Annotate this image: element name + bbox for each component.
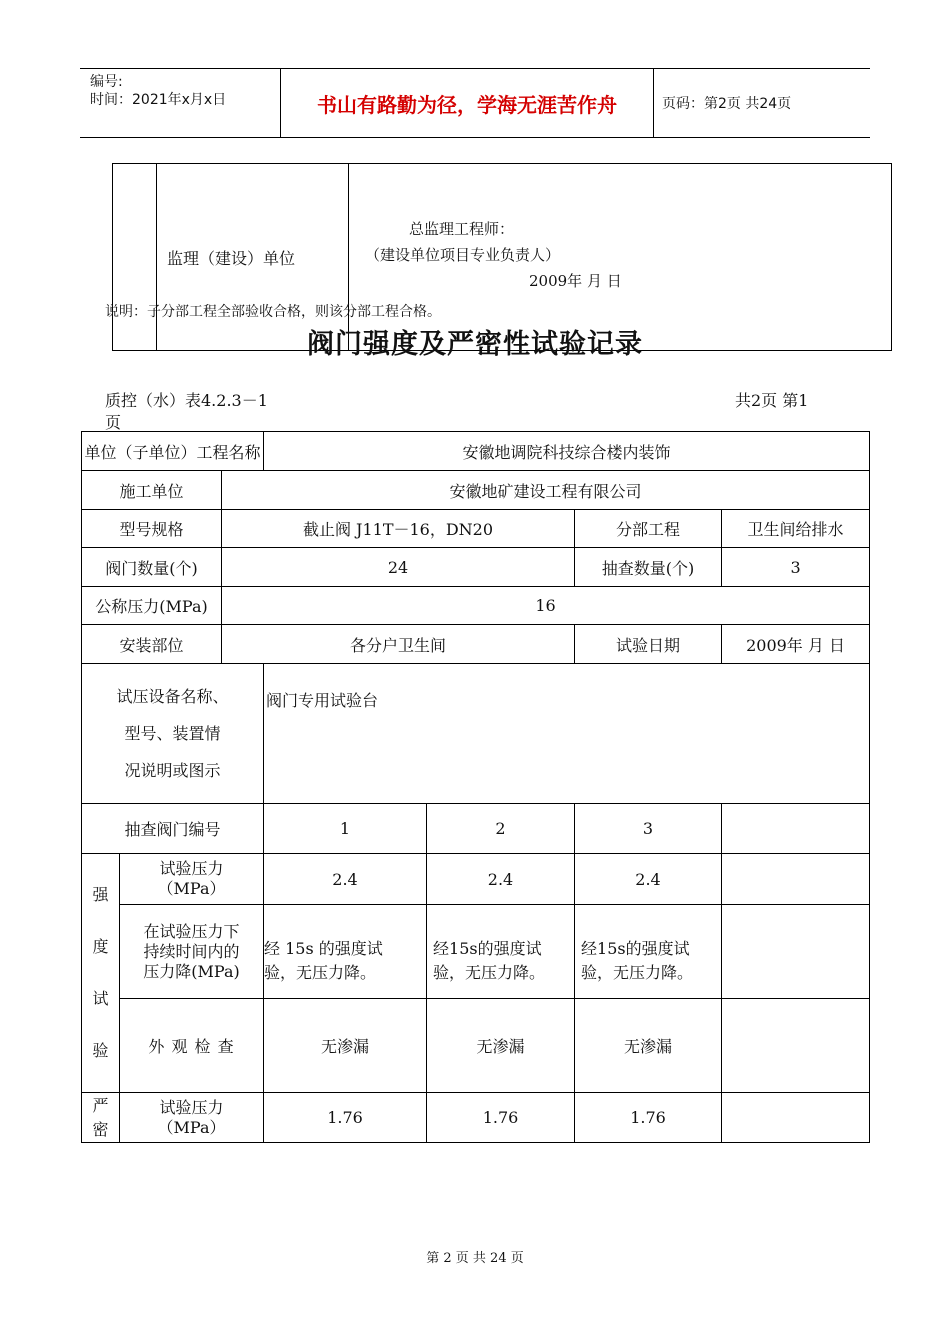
contractor: 安徽地矿建设工程有限公司 bbox=[222, 471, 870, 510]
appearance-result: 无渗漏 bbox=[575, 999, 722, 1093]
tight-pressure-label-line: （MPa） bbox=[157, 1117, 226, 1137]
tight-pressure: 1.76 bbox=[427, 1093, 575, 1143]
sample-no: 1 bbox=[264, 804, 427, 854]
equipment-label-line: 况说明或图示 bbox=[124, 761, 221, 780]
pressure-drop-label-line: 在试验压力下 bbox=[143, 921, 240, 941]
sample-no bbox=[722, 804, 870, 854]
tight-pressure-label-line: 试验压力 bbox=[159, 1097, 224, 1117]
contractor-label: 施工单位 bbox=[82, 471, 222, 510]
appearance-label: 外 观 检 查 bbox=[120, 999, 264, 1093]
equipment-label bbox=[82, 664, 264, 804]
pressure-drop-label bbox=[120, 905, 264, 999]
page-footer: 第 2 页 共 24 页 bbox=[426, 1251, 524, 1266]
appearance-result bbox=[722, 999, 870, 1093]
table-row bbox=[82, 548, 870, 587]
nominal-pressure-label: 公称压力(MPa) bbox=[82, 587, 222, 625]
table-row bbox=[82, 432, 870, 471]
test-pressure-label-line: 试验压力 bbox=[159, 859, 224, 878]
strength-pressure: 2.4 bbox=[264, 854, 427, 905]
location-label: 安装部位 bbox=[82, 625, 222, 664]
equipment-label-line: 试压设备名称、 bbox=[116, 687, 229, 706]
valve-count-label: 阀门数量(个) bbox=[82, 548, 222, 587]
signoff-date: 2009年 月 日 bbox=[529, 272, 622, 290]
pressure-drop-result bbox=[575, 905, 722, 999]
pressure-drop-line: 验，无压力降。 bbox=[581, 963, 694, 982]
tightness-test-label bbox=[82, 1093, 120, 1143]
pressure-drop-result bbox=[264, 905, 427, 999]
strength-test-label bbox=[82, 854, 120, 1093]
table-row bbox=[82, 587, 870, 625]
supervision-unit-label: 监理（建设）单位 bbox=[157, 164, 349, 351]
strength-pressure bbox=[722, 854, 870, 905]
chief-engineer-label: 总监理工程师： bbox=[409, 220, 515, 238]
pressure-drop-line: 经 15s 的强度试 bbox=[264, 939, 383, 958]
strength-char: 强 bbox=[92, 885, 109, 904]
sample-count-label: 抽查数量(个) bbox=[575, 548, 722, 587]
test-date: 2009年 月 日 bbox=[722, 625, 870, 664]
page-title: 阀门强度及严密性试验记录 bbox=[307, 329, 643, 360]
tight-pressure bbox=[722, 1093, 870, 1143]
table-row bbox=[82, 510, 870, 548]
time-label: 时间：2021年x月x日 bbox=[90, 92, 227, 108]
pressure-drop-result bbox=[427, 905, 575, 999]
form-number-wrap: 页 bbox=[105, 413, 122, 432]
owner-rep-label: （建设单位项目专业负责人） bbox=[365, 246, 561, 264]
form-number: 质控（水）表4.2.3－1 bbox=[105, 391, 268, 410]
pressure-drop-line: 验，无压力降。 bbox=[433, 963, 546, 982]
table-row bbox=[82, 854, 870, 905]
pressure-drop-label-line: 压力降(MPa) bbox=[143, 961, 240, 981]
appearance-result: 无渗漏 bbox=[264, 999, 427, 1093]
note: 说明：子分部工程全部验收合格，则该分部工程合格。 bbox=[105, 304, 441, 320]
tightness-char: 密 bbox=[92, 1119, 109, 1139]
test-date-label: 试验日期 bbox=[575, 625, 722, 664]
tight-pressure-label bbox=[120, 1093, 264, 1143]
project-name-label: 单位（子单位）工程名称 bbox=[82, 432, 264, 471]
tight-pressure: 1.76 bbox=[264, 1093, 427, 1143]
table-row bbox=[82, 999, 870, 1093]
pressure-drop-line: 经15s的强度试 bbox=[433, 939, 542, 958]
model: 截止阀 J11T－16，DN20 bbox=[222, 510, 575, 548]
page-count: 共2页 第1 bbox=[735, 391, 809, 410]
valve-count: 24 bbox=[222, 548, 575, 587]
serial-label: 编号: bbox=[90, 74, 123, 90]
pressure-drop-empty bbox=[722, 905, 870, 999]
table-row bbox=[82, 1093, 870, 1143]
pressure-drop-label-line: 持续时间内的 bbox=[143, 941, 240, 961]
strength-char: 试 bbox=[92, 989, 109, 1008]
sample-no: 3 bbox=[575, 804, 722, 854]
sample-no: 2 bbox=[427, 804, 575, 854]
page-header bbox=[80, 68, 870, 138]
nominal-pressure: 16 bbox=[222, 587, 870, 625]
model-label: 型号规格 bbox=[82, 510, 222, 548]
sample-no-label: 抽查阀门编号 bbox=[82, 804, 264, 854]
project-name: 安徽地调院科技综合楼内装饰 bbox=[264, 432, 870, 471]
pressure-drop-line: 经15s的强度试 bbox=[581, 939, 690, 958]
equipment-label-line: 型号、装置情 bbox=[124, 724, 221, 743]
subproject-label: 分部工程 bbox=[575, 510, 722, 548]
appearance-result: 无渗漏 bbox=[427, 999, 575, 1093]
test-pressure-label bbox=[120, 854, 264, 905]
table-row bbox=[82, 664, 870, 804]
strength-char: 度 bbox=[92, 937, 109, 956]
test-pressure-label-line: （MPa） bbox=[157, 879, 226, 898]
location: 各分户卫生间 bbox=[222, 625, 575, 664]
strength-pressure: 2.4 bbox=[575, 854, 722, 905]
header-meta bbox=[80, 69, 280, 137]
strength-pressure: 2.4 bbox=[427, 854, 575, 905]
tightness-char: 严 bbox=[92, 1095, 109, 1115]
equipment: 阀门专用试验台 bbox=[264, 664, 870, 804]
strength-char: 验 bbox=[92, 1041, 109, 1060]
table-row bbox=[82, 625, 870, 664]
subproject: 卫生间给排水 bbox=[722, 510, 870, 548]
valve-test-table bbox=[81, 431, 870, 1143]
table-row bbox=[82, 804, 870, 854]
sample-count: 3 bbox=[722, 548, 870, 587]
page-info: 页码：第2页 共24页 bbox=[662, 96, 792, 112]
pressure-drop-line: 验，无压力降。 bbox=[264, 963, 377, 982]
motto: 书山有路勤为径，学海无涯苦作舟 bbox=[280, 69, 654, 137]
table-row bbox=[82, 905, 870, 999]
tight-pressure: 1.76 bbox=[575, 1093, 722, 1143]
table-row bbox=[82, 471, 870, 510]
